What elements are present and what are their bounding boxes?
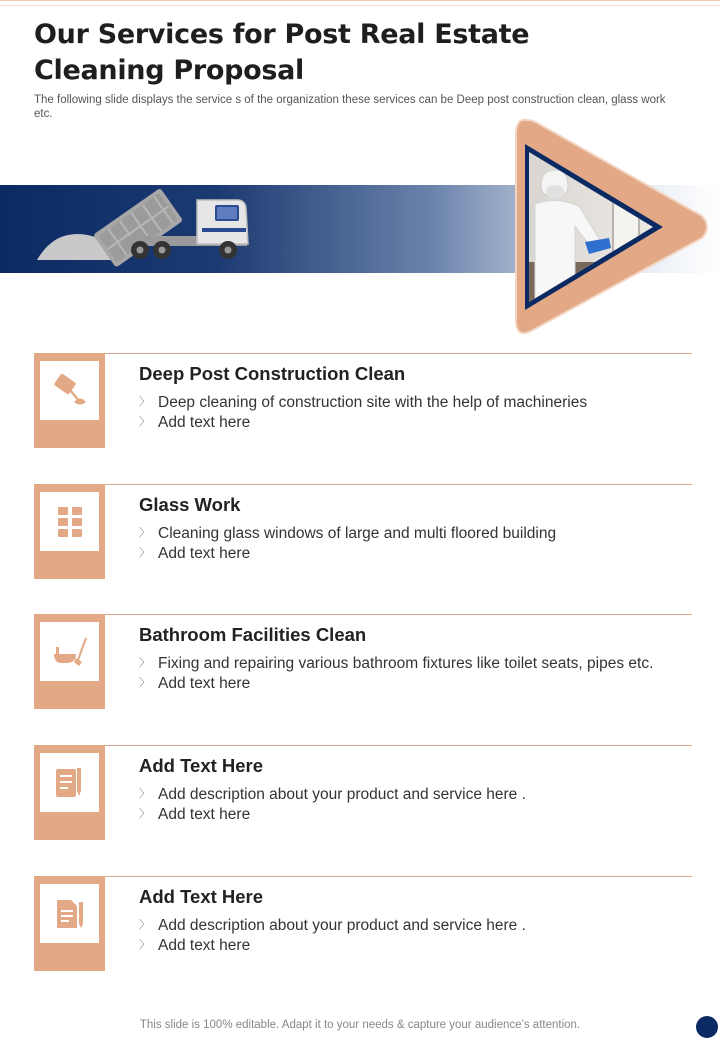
top-rule <box>0 0 720 6</box>
window-grid-icon <box>50 502 90 542</box>
service-icon-tile <box>34 745 105 840</box>
list-item: 〉 Add text here <box>139 544 251 562</box>
list-item: 〉 Add text here <box>139 674 251 692</box>
list-item: 〉 Add description about your product and service here . <box>139 786 526 803</box>
page-dot <box>696 1016 718 1038</box>
chevron-right-icon: 〉 <box>139 546 150 559</box>
chevron-right-icon: 〉 <box>139 919 150 931</box>
chevron-right-icon: 〉 <box>139 657 150 669</box>
service-heading: Add Text Here <box>139 755 264 776</box>
service-heading: Glass Work <box>139 494 241 515</box>
service-row <box>34 745 692 840</box>
bathtub-brush-icon <box>50 632 90 672</box>
service-points <box>139 785 526 824</box>
service-points <box>139 524 556 563</box>
service-icon-tile <box>34 614 105 709</box>
list-item: 〉 Add description about your product and service here . <box>139 917 526 934</box>
service-icon-tile <box>34 484 105 579</box>
service-points <box>139 393 587 432</box>
footer-note: This slide is 100% editable. Adapt it to your needs & capture your audience’s attention. <box>139 1019 581 1031</box>
service-heading: Deep Post Construction Clean <box>139 363 406 384</box>
service-divider <box>105 876 692 877</box>
service-heading: Add Text Here <box>139 886 264 907</box>
checklist-icon <box>50 763 90 803</box>
mop-bucket-icon <box>50 371 90 411</box>
list-item: 〉 Fixing and repairing various bathroom fixtures like toilet seats, pipes etc. <box>139 655 654 672</box>
chevron-right-icon: 〉 <box>139 396 150 408</box>
service-row <box>34 614 692 709</box>
service-divider <box>105 745 692 746</box>
chevron-right-icon: 〉 <box>139 676 150 689</box>
list-item: 〉 Deep cleaning of construction site with the help of machineries <box>139 394 588 411</box>
document-pen-icon <box>50 894 90 934</box>
page-title: Our Services for Post Real Estate Cleaning Proposal <box>34 19 530 86</box>
chevron-right-icon: 〉 <box>139 807 150 820</box>
service-points <box>139 916 526 955</box>
service-divider <box>105 353 692 354</box>
chevron-right-icon: 〉 <box>139 938 150 951</box>
chevron-right-icon: 〉 <box>139 788 150 800</box>
list-item: 〉 Cleaning glass windows of large and multi floored building <box>139 525 557 542</box>
service-icon-tile <box>34 353 105 448</box>
service-row <box>34 484 692 579</box>
list-item: 〉 Add text here <box>139 936 251 954</box>
service-icon-tile <box>34 876 105 971</box>
service-divider <box>105 614 692 615</box>
service-divider <box>105 484 692 485</box>
service-row <box>34 353 692 448</box>
chevron-right-icon: 〉 <box>139 527 150 539</box>
service-heading: Bathroom Facilities Clean <box>139 624 367 645</box>
page-subtitle: The following slide displays the service s of the organization these services can be Deep post construction clean, glass work etc. <box>34 94 666 120</box>
list-item: 〉 Add text here <box>139 805 251 823</box>
dump-truck-icon <box>32 138 257 268</box>
chevron-right-icon: 〉 <box>139 415 150 428</box>
service-row <box>34 876 692 971</box>
list-item: 〉 Add text here <box>139 413 251 431</box>
hero-photo-frame <box>505 112 710 342</box>
service-points <box>139 654 653 693</box>
